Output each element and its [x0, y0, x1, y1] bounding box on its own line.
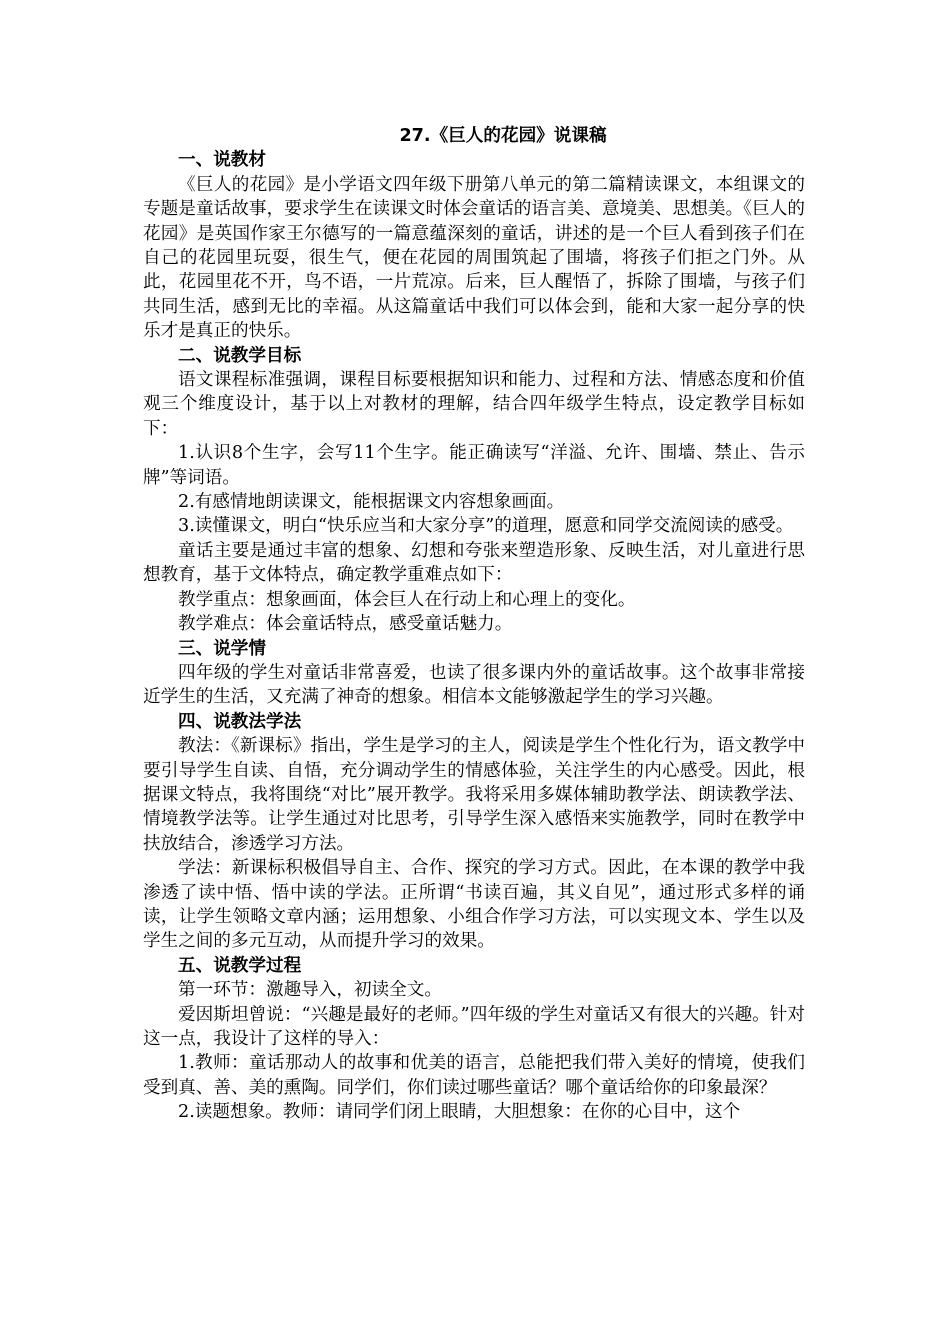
- paragraph: 教学难点：体会童话特点，感受童话魅力。: [178, 614, 513, 635]
- paragraph: 1.教师：童话那动人的故事和优美的语言，总能把我们带入美好的情境，使我们受到真、善、美的熏陶。同学们，你们读过哪些童话？哪个童话给你的印象最深？: [143, 1053, 805, 1098]
- paragraph: 爱因斯坦曾说：“兴趣是最好的老师。”四年级的学生对童话又有很大的兴趣。针对这一点，我设计了这样的导入：: [143, 1004, 805, 1050]
- section-heading: 三、说学情: [178, 638, 266, 659]
- paragraph: 1.认识8个生字，会写11个生字。能正确读写“洋溢、允许、围墙、禁止、告示牌”等词语。: [143, 443, 805, 488]
- paragraph: 3.读懂课文，明白“快乐应当和大家分享”的道理，愿意和同学交流阅读的感受。: [178, 516, 794, 537]
- section-heading: 四、说教法学法: [178, 711, 302, 732]
- paragraph: 童话主要是通过丰富的想象、幻想和夸张来塑造形象、反映生活，对儿童进行思想教育，基于文体特点，确定教学重难点如下：: [143, 540, 805, 586]
- section-heading: 五、说教学过程: [178, 955, 302, 976]
- document-title: 27.《巨人的花园》说课稿: [399, 126, 607, 146]
- document-page: [143, 124, 805, 1125]
- paragraph: 2.读题想象。教师：请同学们闭上眼睛，大胆想象：在你的心目中，这个: [178, 1102, 741, 1123]
- section-heading: 二、说教学目标: [178, 345, 302, 366]
- paragraph: 2.有感情地朗读课文，能根据课文内容想象画面。: [178, 492, 565, 513]
- section-heading: 一、说教材: [178, 150, 266, 171]
- paragraph: 教学重点：想象画面，体会巨人在行动上和心理上的变化。: [178, 589, 636, 610]
- paragraph: 教法：《新课标》指出，学生是学习的主人，阅读是学生个性化行为，语文教学中要引导学生自读、自悟，充分调动学生的情感体验，关注学生的内心感受。因此，根据课文特点，我将围绕“对比”展开教学。我将采用多媒体辅助教学法、朗读教学法、情境教学法等。让学生通过对比思考，引导学生深入感悟来实施教学，同时在教学中扶放结合，渗透学习方法。: [143, 736, 805, 854]
- paragraph: 学法：新课标积极倡导自主、合作、探究的学习方式。因此，在本课的教学中我渗透了读中悟、悟中读的学法。正所谓“书读百遍，其义自见”，通过形式多样的诵读，让学生领略文章内涵；运用想象、小组合作学习方法，可以实现文本、学生以及学生之间的多元互动，从而提升学习的效果。: [143, 858, 805, 952]
- paragraph: 第一环节：激趣导入，初读全文。: [178, 980, 442, 1001]
- paragraph: 语文课程标准强调，课程目标要根据知识和能力、过程和方法、情感态度和价值观三个维度设计，基于以上对教材的理解，结合四年级学生特点，设定教学目标如下：: [143, 370, 805, 439]
- paragraph: 《巨人的花园》是小学语文四年级下册第八单元的第二篇精读课文，本组课文的专题是童话故事，要求学生在读课文时体会童话的语言美、意境美、思想美。《巨人的花园》是英国作家王尔德写的一篇意蕴深刻的童话，讲述的是一个巨人看到孩子们在自己的花园里玩耍，很生气，便在花园的周围筑起了围墙，将孩子们拒之门外。从此，花园里花不开，鸟不语，一片荒凉。后来，巨人醒悟了，拆除了围墙，与孩子们共同生活，感到无比的幸福。从这篇童话中我们可以体会到，能和大家一起分享的快乐才是真正的快乐。: [143, 174, 805, 342]
- paragraph: 四年级的学生对童话非常喜爱，也读了很多课内外的童话故事。这个故事非常接近学生的生活，又充满了神奇的想象。相信本文能够激起学生的学习兴趣。: [143, 662, 805, 708]
